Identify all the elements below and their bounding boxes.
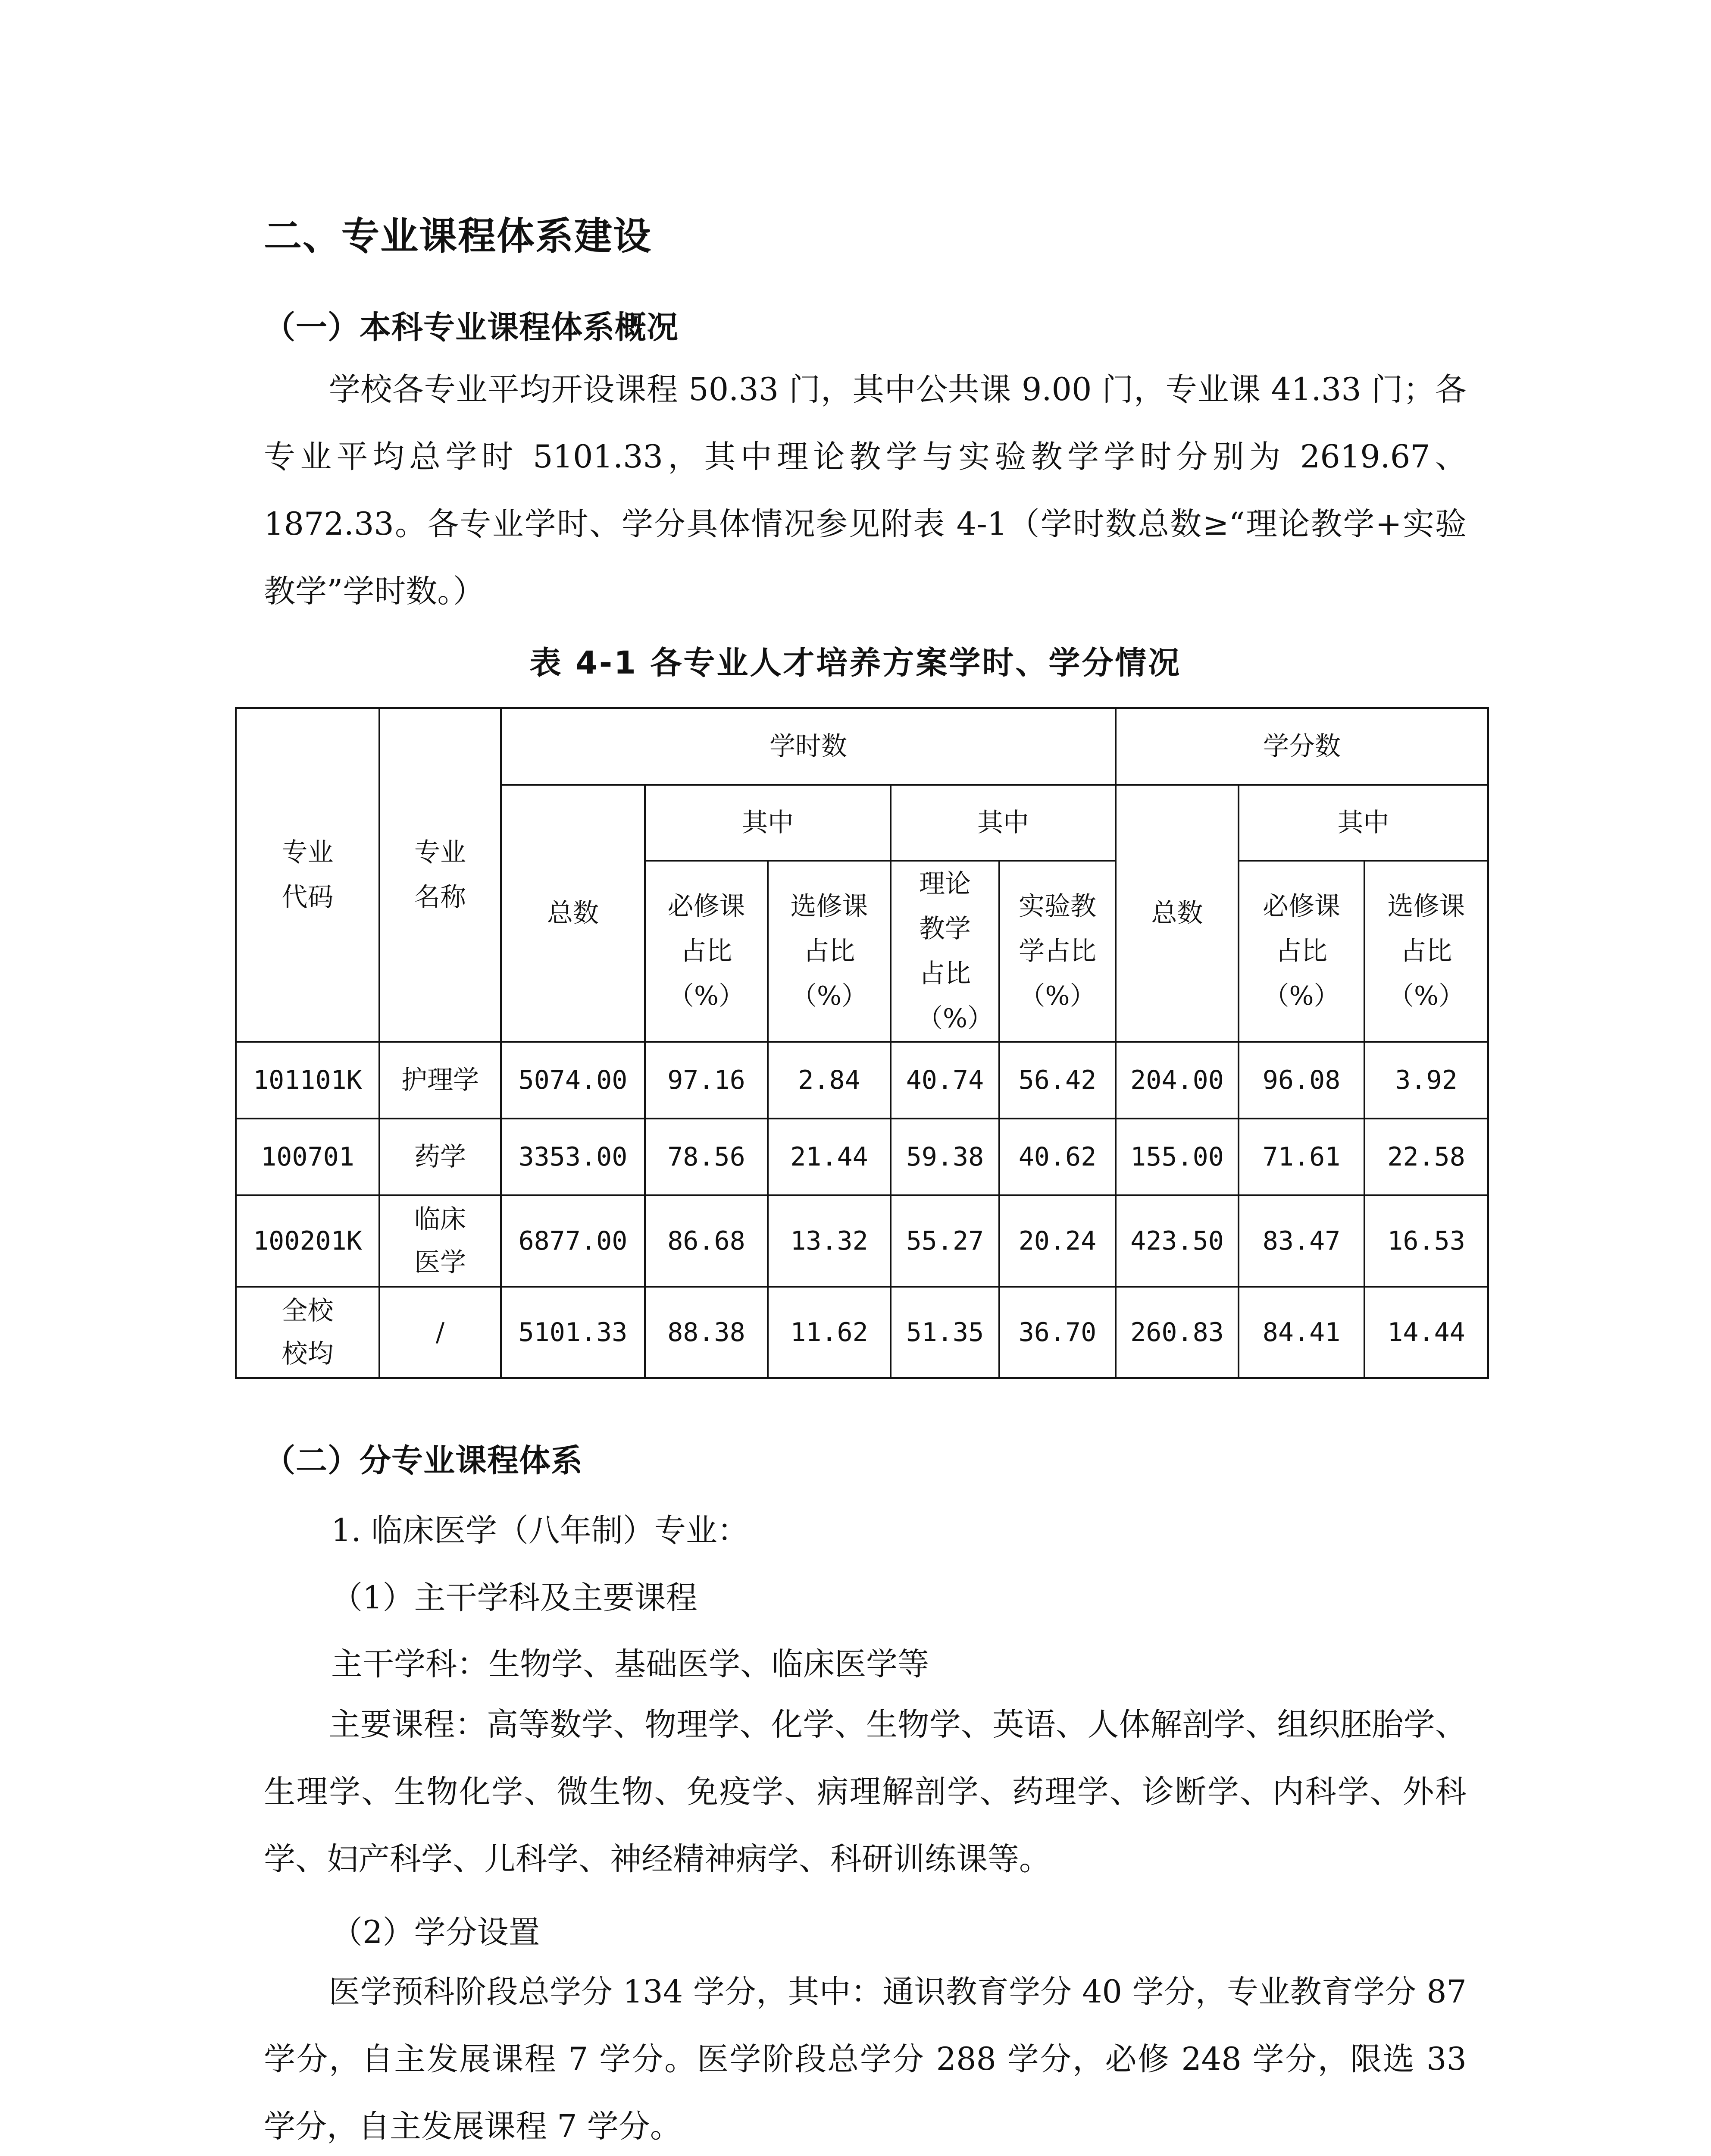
cell-lab: 40.62 xyxy=(999,1119,1116,1195)
main-courses-paragraph xyxy=(264,1691,1467,1893)
header-credits-group: 学分数 xyxy=(1116,708,1488,785)
program-item-heading: 1. 临床医学（八年制）专业： xyxy=(331,1512,749,1549)
cell-theory: 59.38 xyxy=(891,1119,999,1195)
cell-theory: 40.74 xyxy=(891,1042,999,1119)
cell-ele: 13.32 xyxy=(768,1195,891,1287)
header-name: 专业名称 xyxy=(379,708,501,1042)
cell-credits: 155.00 xyxy=(1116,1119,1239,1195)
cell-code: 100201K xyxy=(236,1195,379,1287)
cell-ele: 21.44 xyxy=(768,1119,891,1195)
cell-ele: 2.84 xyxy=(768,1042,891,1119)
header-elective-pct: 选修课占比（%） xyxy=(768,861,891,1042)
cell-lab: 56.42 xyxy=(999,1042,1116,1119)
subitem-disciplines-heading: （1）主干学科及主要课程 xyxy=(331,1579,698,1616)
cell-creq: 71.61 xyxy=(1239,1119,1364,1195)
table-caption: 表 4-1 各专业人才培养方案学时、学分情况 xyxy=(529,645,1182,681)
cell-req: 88.38 xyxy=(645,1287,768,1378)
cell-name: / xyxy=(379,1287,501,1378)
credits-text: 医学预科阶段总学分 134 学分，其中：通识教育学分 40 学分，专业教育学分 87 学分，自主发展课程 7 学分。医学阶段总学分 288 学分，必修 248 学分，限选 33 学分，自主发展课程 7 学分。 xyxy=(264,1974,1467,2145)
cell-name: 药学 xyxy=(379,1119,501,1195)
subsection-title-overview: （一）本科专业课程体系概况 xyxy=(264,309,679,346)
header-among-theory: 其中 xyxy=(891,785,1116,861)
cell-code: 101101K xyxy=(236,1042,379,1119)
header-required-pct: 必修课占比（%） xyxy=(645,861,768,1042)
header-credit-elective-pct: 选修课占比（%） xyxy=(1364,861,1488,1042)
overview-paragraph-text: 学校各专业平均开设课程 50.33 门，其中公共课 9.00 门，专业课 41.33 门；各专业平均总学时 5101.33，其中理论教学与实验教学学时分别为 2619.67、1872.33。各专业学时、学分具体情况参见附表 4-1（学时数总数≥“理论教学+实验教学”学时数。） xyxy=(264,371,1467,610)
cell-req: 78.56 xyxy=(645,1119,768,1195)
cell-lab: 20.24 xyxy=(999,1195,1116,1287)
cell-hours: 5074.00 xyxy=(501,1042,645,1119)
hours-credits-table xyxy=(235,707,1489,1379)
cell-ele: 11.62 xyxy=(768,1287,891,1378)
cell-credits: 260.83 xyxy=(1116,1287,1239,1378)
header-among-required: 其中 xyxy=(645,785,891,861)
cell-cele: 14.44 xyxy=(1364,1287,1488,1378)
cell-credits: 204.00 xyxy=(1116,1042,1239,1119)
section-heading: 二、专业课程体系建设 xyxy=(264,214,652,258)
cell-name-text: 临床医学 xyxy=(414,1204,466,1278)
cell-req: 97.16 xyxy=(645,1042,768,1119)
cell-cele: 16.53 xyxy=(1364,1195,1488,1287)
cell-name: 护理学 xyxy=(379,1042,501,1119)
credits-paragraph xyxy=(264,1959,1467,2156)
header-total-hours: 总数 xyxy=(501,785,645,1042)
cell-hours: 3353.00 xyxy=(501,1119,645,1195)
header-among-credits: 其中 xyxy=(1239,785,1488,861)
cell-creq: 83.47 xyxy=(1239,1195,1364,1287)
header-hours-group: 学时数 xyxy=(501,708,1116,785)
cell-creq: 84.41 xyxy=(1239,1287,1364,1378)
cell-name xyxy=(379,1195,501,1287)
cell-code: 100701 xyxy=(236,1119,379,1195)
cell-cele: 3.92 xyxy=(1364,1042,1488,1119)
overview-paragraph xyxy=(264,356,1467,625)
table-row xyxy=(236,1287,1488,1378)
cell-code-text: 全校校均 xyxy=(282,1296,334,1369)
cell-hours: 6877.00 xyxy=(501,1195,645,1287)
cell-credits: 423.50 xyxy=(1116,1195,1239,1287)
table-row xyxy=(236,1042,1488,1119)
header-total-credits: 总数 xyxy=(1116,785,1239,1042)
cell-hours: 5101.33 xyxy=(501,1287,645,1378)
subsection-title-programs: （二）分专业课程体系 xyxy=(264,1442,583,1479)
header-lab-pct: 实验教学占比（%） xyxy=(999,861,1116,1042)
cell-code xyxy=(236,1287,379,1378)
cell-cele: 22.58 xyxy=(1364,1119,1488,1195)
cell-theory: 55.27 xyxy=(891,1195,999,1287)
table-row xyxy=(236,1119,1488,1195)
main-courses-text: 主要课程：高等数学、物理学、化学、生物学、英语、人体解剖学、组织胚胎学、生理学、生物化学、微生物、免疫学、病理解剖学、药理学、诊断学、内科学、外科学、妇产科学、儿科学、神经精神病学、科研训练课等。 xyxy=(264,1706,1467,1877)
header-theory-pct: 理论教学占比（%） xyxy=(891,861,999,1042)
cell-creq: 96.08 xyxy=(1239,1042,1364,1119)
header-credit-required-pct: 必修课占比（%） xyxy=(1239,861,1364,1042)
main-disciplines-text: 主干学科：生物学、基础医学、临床医学等 xyxy=(331,1646,929,1683)
header-code: 专业代码 xyxy=(236,708,379,1042)
table-row xyxy=(236,1195,1488,1287)
cell-theory: 51.35 xyxy=(891,1287,999,1378)
cell-lab: 36.70 xyxy=(999,1287,1116,1378)
subitem-credits-heading: （2）学分设置 xyxy=(331,1914,540,1951)
cell-req: 86.68 xyxy=(645,1195,768,1287)
